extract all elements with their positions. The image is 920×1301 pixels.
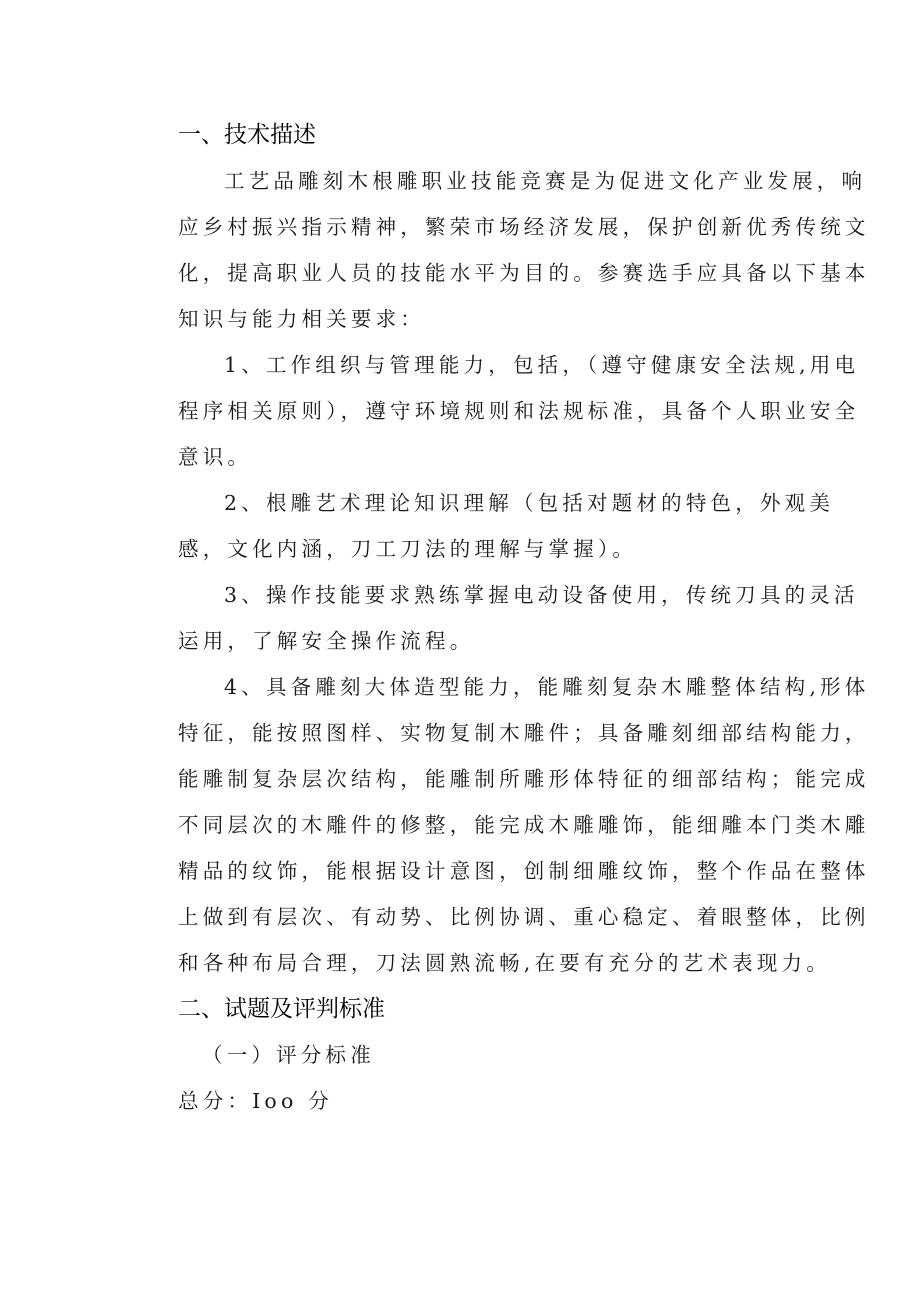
intro-paragraph: [132, 158, 870, 342]
requirement-item-1: [132, 342, 860, 480]
document-page: [132, 112, 870, 1124]
text-line: 特征，能按照图样、实物复制木雕件；具备雕刻细部结构能力，: [178, 721, 870, 745]
section-heading-technical-description: 一、技术描述: [178, 122, 316, 148]
section-heading-exam-and-scoring: 二、试题及评判标准: [178, 996, 385, 1022]
text-line: 感，文化内涵，刀工刀法的理解与掌握）。: [178, 537, 638, 561]
requirement-item-3: [132, 572, 859, 664]
subheading-scoring-criteria: （一）评分标准: [202, 1043, 375, 1067]
text-line: 程序相关原则），遵守环境规则和法规标准，具备个人职业安全: [178, 399, 860, 423]
text-line: 4、具备雕刻大体造型能力，能雕刻复杂木雕整体结构,形体: [224, 675, 870, 699]
text-line: 化，提高职业人员的技能水平为目的。参赛选手应具备以下基本: [178, 261, 870, 285]
text-line: 3、操作技能要求熟练掌握电动设备使用，传统刀具的灵活: [224, 583, 859, 607]
text-line: 知识与能力相关要求：: [178, 307, 425, 331]
text-line: 精品的纹饰，能根据设计意图，创制细雕纹饰，整个作品在整体: [178, 859, 870, 883]
text-line: 能雕制复杂层次结构，能雕制所雕形体特征的细部结构；能完成: [178, 767, 870, 791]
text-line: 2、根雕艺术理论知识理解（包括对题材的特色，外观美: [224, 491, 835, 515]
text-line: 应乡村振兴指示精神，繁荣市场经济发展，保护创新优秀传统文: [178, 215, 870, 239]
requirement-item-2: [132, 480, 835, 572]
text-line: 工艺品雕刻木根雕职业技能竞赛是为促进文化产业发展，响: [224, 169, 867, 193]
text-line: 1、工作组织与管理能力，包括，（遵守健康安全法规,用电: [224, 353, 860, 377]
total-score: 总分：Ioo 分: [178, 1089, 333, 1113]
text-line: 上做到有层次、有动势、比例协调、重心稳定、着眼整体，比例: [178, 905, 870, 929]
requirement-item-4: [132, 664, 870, 986]
text-line: 和各种布局合理，刀法圆熟流畅,在要有充分的艺术表现力。: [178, 951, 831, 975]
text-line: 意识。: [178, 445, 253, 469]
text-line: 不同层次的木雕件的修整，能完成木雕雕饰，能细雕本门类木雕: [178, 813, 870, 837]
text-line: 运用，了解安全操作流程。: [178, 629, 475, 653]
